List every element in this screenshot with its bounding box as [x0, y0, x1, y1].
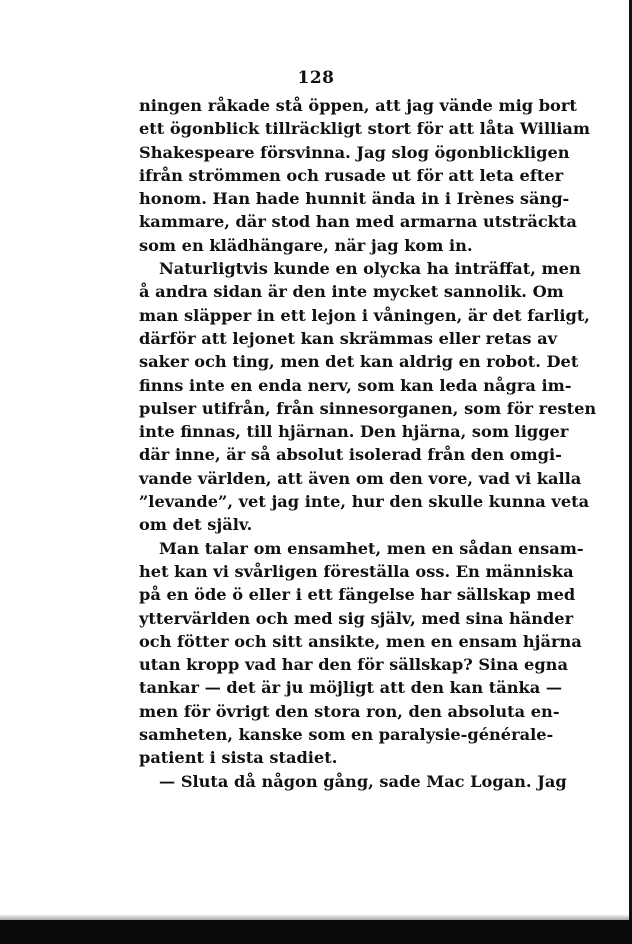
text-line: och fötter och sitt ansikte, men en ensam hjärna — [139, 631, 582, 651]
text-line: å andra sidan är den inte mycket sannolik. Om — [139, 282, 564, 302]
page-number: 128 — [297, 68, 335, 88]
text-line: patient i sista stadiet. — [139, 748, 338, 768]
text-line: inte finnas, till hjärnan. Den hjärna, som ligger — [139, 422, 569, 442]
text-line: ifrån strömmen och rusade ut för att leta efter — [139, 165, 564, 185]
text-line: samheten, kanske som en paralysie-générale- — [139, 725, 554, 745]
text-line: man släpper in ett lejon i våningen, är det farligt, — [139, 305, 590, 325]
text-line: som en klädhängare, när jag kom in. — [139, 235, 473, 255]
text-line: ningen råkade stå öppen, att jag vände mig bort — [139, 96, 577, 115]
text-line: om det själv. — [139, 515, 253, 535]
text-line: men för övrigt den stora ron, den absoluta en- — [139, 701, 560, 721]
text-line: på en öde ö eller i ett fängelse har sällskap med — [139, 585, 576, 605]
text-line: ”levande”, vet jag inte, hur den skulle kunna veta — [139, 492, 590, 512]
text-line: honom. Han hade hunnit ända in i Irènes säng- — [139, 189, 570, 209]
text-line: kammare, där stod han med armarna utsträckta — [139, 212, 577, 232]
text-line: het kan vi svårligen föreställa oss. En människa — [139, 561, 574, 581]
text-line: pulser utifrån, från sinnesorganen, som för resten — [139, 398, 597, 418]
text-line: Man talar om ensamhet, men en sådan ensam- — [159, 538, 584, 558]
text-line: utan kropp vad har den för sällskap? Sina egna — [139, 655, 568, 675]
text-line: där inne, är så absolut isolerad från den omgi- — [139, 445, 562, 465]
body-text — [139, 94, 597, 793]
scan-bottom-edge — [0, 920, 632, 944]
text-line: saker och ting, men det kan aldrig en robot. Det — [139, 352, 579, 372]
text-line: tankar — det är ju möjligt att den kan tänka — — [139, 678, 563, 698]
text-line: finns inte en enda nerv, som kan leda några im- — [139, 375, 572, 395]
text-line: vande världen, att även om den vore, vad vi kalla — [139, 468, 582, 488]
text-line: ett ögonblick tillräckligt stort för att låta William — [139, 119, 591, 139]
text-line: — Sluta då någon gång, sade Mac Logan. Jag — [159, 771, 567, 791]
text-line: yttervärlden och med sig själv, med sina händer — [139, 608, 574, 628]
text-line: Shakespeare försvinna. Jag slog ögonblickligen — [139, 142, 570, 162]
text-line: därför att lejonet kan skrämmas eller retas av — [139, 328, 558, 348]
text-line: Naturligtvis kunde en olycka ha inträffat, men — [159, 259, 581, 279]
